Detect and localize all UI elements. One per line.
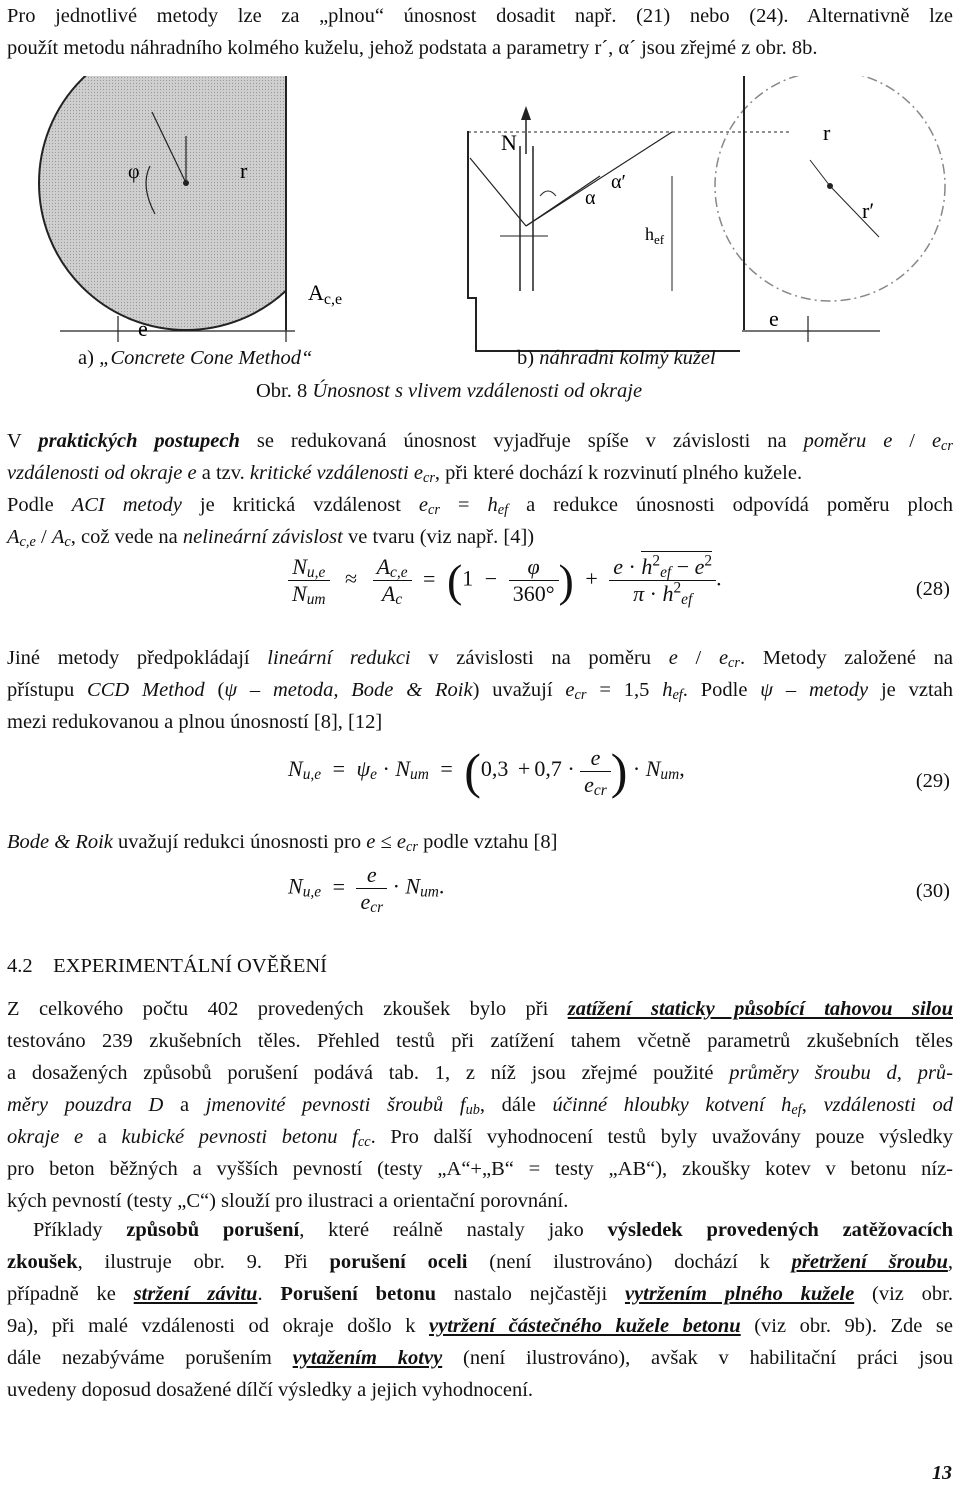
- paragraph-1: [7, 425, 953, 553]
- equation-29: $N_{u,e} = \psi_e \cdot N_{um} = (0,3 + 0,7$ · $\frac{e}{e_{cr}}$ ) · $N_{um}$,: [288, 743, 685, 799]
- p2-line-2: přístupu CCD Method (ψ – metoda, Bode & Roik) uvažují $e_{cr} = 1,5$ $h_{ef}$. Podle ψ – metody je vztah: [7, 679, 954, 703]
- paragraph-4: Z celkového počtu 402 provedených zkoušek bylo při zatížení staticky působící tahovou silou testováno 239 zkušebních těles. Přehled testů při zatížení tahem včetně parametrů zkušebních těles a dosažených způsobů porušení podává tab. 1, z níž jsou zřejmé použité průměry šroubu d, prů- měry pouzdra D a jmenovité pevnosti šroubů $f_{ub}$, dále účinné hloubky kotvení $h_{ef}$, vzdálenosti od okraje e a kubické pevnosti betonu $f_{cc}$. Pro další vyhodnocení testů byly uvažovány pouze výsledky pro beton běžných a vyšších pevností (testy „A“+„B“ = testy „AB“), zkoušky kotev v betonu níz- kých pevností (testy „C“) slouží pro ilustraci a orientační porovnání.: [7, 998, 954, 1212]
- label-A: Ac,e: [308, 280, 343, 308]
- figure-8b-cone-plan: [715, 76, 945, 342]
- equation-30-number: (30): [915, 880, 950, 902]
- p1-line-3: Podle ACI metody je kritická vzdálenost $e_{cr} = h_{ef}$ a redukce únosnosti odpovídá poměru ploch: [7, 494, 954, 518]
- equation-29-number: (29): [915, 770, 950, 792]
- intro-line-1: Pro jednotlivé metody lze za „plnou“ únosnost dosadit např. (21) nebo (24). Alternativně lze: [7, 5, 953, 27]
- p1-line-1: V praktických postupech se redukovaná únosnost vyjadřuje spíše v závislosti na poměru e / $e_{cr}$: [7, 430, 953, 454]
- intro-paragraph: [7, 0, 953, 64]
- figure-caption: Obr. 8 Únosnost s vlivem vzdálenosti od okraje: [256, 380, 643, 402]
- label-phi: φ: [128, 161, 140, 183]
- label-N: N: [501, 130, 517, 155]
- paragraph-2: [7, 642, 953, 738]
- p1-line-2: vzdálenosti od okraje e a tzv. kritické vzdálenosti $e_{cr}$, při které dochází k rozvinutí plného kužele.: [7, 462, 803, 486]
- label-r-a: r: [240, 158, 248, 183]
- label-r-b: r: [823, 120, 831, 145]
- label-alpha: α: [585, 187, 596, 209]
- label-e-a: e: [138, 316, 148, 341]
- label-h-ef: $h_{ef}$: [645, 224, 665, 247]
- section-heading: 4.2 EXPERIMENTÁLNÍ OVĚŘENÍ: [7, 955, 327, 977]
- label-e-b: e: [769, 306, 779, 331]
- intro-line-2: použít metodu náhradního kolmého kuželu, jehož podstata a parametry r´, α´ jsou zřejmé z obr. 8b.: [7, 37, 818, 59]
- equation-28: $\frac{N_{u,e}}{N_{um}}$ ≈ $\frac{A_{c,e}}{A_c}$ = (1 − $\frac{\varphi}{360^\circ}$ ) + $\frac{e \cdot h^2_{ef} - e^2}{\pi \cdot h^2_{ef}}$ .: [288, 554, 722, 607]
- p2-line-3: mezi redukovanou a plnou únosností [8], [12]: [7, 711, 383, 733]
- figure-8: [0, 76, 960, 376]
- paragraph-3: Bode & Roik uvažují redukci únosnosti pro $e \le e_{cr}$ podle vztahu [8]: [7, 831, 558, 855]
- caption-b: b) náhradní kolmý kužel: [517, 347, 716, 369]
- caption-a: a) „Concrete Cone Method“: [78, 347, 313, 369]
- equation-28-number: (28): [915, 578, 950, 600]
- p2-line-1: Jiné metody předpokládají lineární redukci v závislosti na poměru e / $e_{cr}$. Metody založené na: [7, 647, 954, 671]
- paragraph-5: Příklady způsobů porušení, které reálně nastaly jako výsledek provedených zatěžovacích zkoušek, ilustruje obr. 9. Při porušení oceli (není ilustrováno) dochází k přetržení šroubu, případně ke stržení závitu. Porušení betonu nastalo nejčastěji vytržením plného kužele (viz obr. 9a), při malé vzdálenosti od okraje došlo k vytržení částečného kužele betonu (viz obr. 9b). Zde se dále nezabýváme porušením vytažením kotvy (není ilustrováno), avšak v habilitační práci jsou uvedeny doposud dosažené dílčí výsledky a jejich vyhodnocení.: [7, 1219, 954, 1401]
- label-r-prime: r′: [862, 198, 875, 223]
- page-number: 13: [932, 1462, 952, 1484]
- label-alpha-prime: α′: [611, 171, 626, 193]
- figure-8a-cone-plan: [39, 76, 333, 342]
- p1-line-4: $A_{c,e} / A_c$, což vede na nelineární závislost ve tvaru (viz např. [4]): [7, 526, 535, 550]
- equation-30: $N_{u,e}$ = $\frac{e}{e_{cr}}$ · $N_{um}$.: [288, 862, 445, 917]
